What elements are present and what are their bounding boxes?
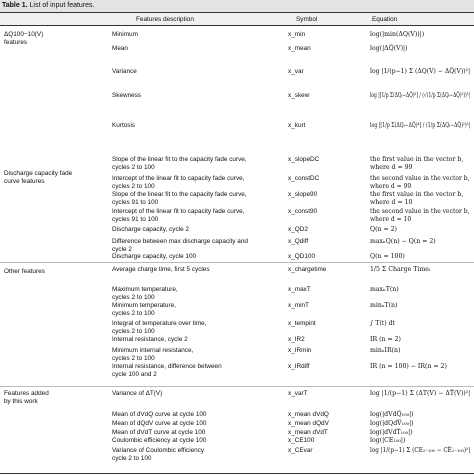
row-equation: log(|dVdQ̅₁₀₀|) [370,411,414,418]
caption-text: List of input features. [29,2,95,9]
row-symbol: x_constDC [288,175,320,182]
row-equation: log(|ΔQ̅(V)|) [370,45,408,52]
row-description: Internal resistance, difference between cycle 100 and 2 [112,363,222,378]
separator-other [0,262,474,263]
separator-added [0,386,474,387]
row-equation: the second value in the vector b, where d = 99 [370,175,470,190]
row-equation: the second value in the vector b, where d = 10 [370,208,470,223]
row-equation: maxₙQ(n) − Q(n = 2) [370,238,436,245]
table-bottom-rule [0,473,474,474]
row-description: Mean [112,45,128,52]
row-symbol: x_mean dVdT [288,429,328,436]
row-symbol: x_Qdiff [288,238,309,245]
row-description: Maximum temperature, cycles 2 to 100 [112,286,178,301]
row-symbol: x_QD2 [288,226,308,233]
row-description: Mean of dQdV curve at cycle 100 [112,420,207,427]
row-description: Coulombic efficiency at cycle 100 [112,437,207,444]
row-equation: IR (n = 2) [370,336,401,343]
table-caption [0,0,474,12]
row-symbol: x_min [288,31,306,38]
row-description: Discharge capacity, cycle 100 [112,253,197,260]
header-symbol: Symbol [296,16,318,23]
row-description: Minimum [112,31,138,38]
row-symbol: x_const90 [288,208,318,215]
row-symbol: x_var [288,68,304,75]
group-delta-q: ΔQ100−10(V) features [4,31,44,46]
row-description: Mean of dVdQ curve at cycle 100 [112,411,207,418]
row-description: Variance of Coulombic efficiency cycle 2 to 100 [112,447,205,462]
row-description: Intercept of the linear fit to capacity fade curve, cycles 2 to 100 [112,175,245,190]
row-equation: log |1/(p−1) Σ (ΔT(V) − ΔT̅(V))²| [370,390,471,397]
row-description: Slope of the linear fit to the capacity fade curve, cycles 91 to 100 [112,191,247,206]
row-symbol: x_skew [288,92,310,99]
row-equation: log(|CE₁₀₀|) [370,437,406,444]
row-symbol: x_slopeDC [288,156,320,163]
row-symbol: x_mean [288,45,311,52]
row-description: Kurtosis [112,122,136,129]
row-equation: log |1/(p−1) Σ (CE₂₋₁₀₀ − CE̅₂₋₁₀₀)²| [370,447,471,454]
group-added: Features added by this work [4,390,49,405]
row-description: Difference between max discharge capacity and cycle 2 [112,238,248,253]
row-description: Slope of the linear fit to the capacity fade curve, cycles 2 to 100 [112,156,247,171]
row-symbol: x_kurt [288,122,306,129]
row-equation: maxₙT(n) [370,286,399,293]
row-equation: Q(n = 2) [370,226,397,233]
row-equation: log(|dQdV̅₁₀₀|) [370,420,414,427]
header-equation: Equation [372,16,398,23]
row-equation: IR (n = 100) − IR(n = 2) [370,363,447,370]
row-symbol: x_chargetime [288,266,327,273]
row-equation: minₙT(n) [370,302,398,309]
row-symbol: x_CEvar [288,447,313,454]
row-description: Skewness [112,92,142,99]
row-equation: 1/5 Σ Charge Timeᵢ [370,266,431,273]
group-discharge: Discharge capacity fade curve features [4,170,73,185]
table-header [0,12,474,26]
row-description: Discharge capacity, cycle 2 [112,226,189,233]
row-symbol: x_IRmin [288,347,312,354]
row-equation: ∫ T(t) dt [370,320,396,327]
row-symbol: x_IR2 [288,336,305,343]
row-description: Intercept of the linear fit to capacity fade curve, cycles 91 to 100 [112,208,245,223]
row-description: Mean of dVdT curve at cycle 100 [112,429,206,436]
row-symbol: x_mean dVdQ [288,411,329,418]
header-features-description: Features description [136,16,194,23]
row-description: Minimum internal resistance, cycles 2 to 100 [112,347,194,362]
row-symbol: x_CE100 [288,437,315,444]
row-symbol: x_minT [288,302,309,309]
row-equation: log |[1/p Σ(ΔQᵢ−ΔQ̅)⁴] / (1/p Σ(ΔQᵢ−ΔQ̅)²)²| [370,122,471,129]
row-description: Integral of temperature over time, cycles 2 to 100 [112,320,207,335]
row-symbol: x_IRdiff [288,363,310,370]
row-symbol: x_varT [288,390,308,397]
row-description: Internal resistance, cycle 2 [112,336,188,343]
row-equation: log |1/(p−1) Σ (ΔQ(V) − ΔQ̅(V))²| [370,68,471,75]
row-description: Minimum temperature, cycles 2 to 100 [112,302,176,317]
row-equation: log(|min(ΔQ(V))|) [370,31,425,38]
row-symbol: x_slope90 [288,191,318,198]
caption-label: Table 1. [2,2,28,9]
row-symbol: x_mean dQdV [288,420,329,427]
row-description: Average charge time, first 5 cycles [112,266,210,273]
row-symbol: x_maxT [288,286,311,293]
row-symbol: x_QD100 [288,253,315,260]
row-equation: Q(n = 100) [370,253,405,260]
row-description: Variance [112,68,137,75]
row-symbol: x_tempint [288,320,316,327]
row-equation: minₙIR(n) [370,347,401,354]
row-equation: the first value in the vector b, where d = 10 [370,191,464,206]
group-other: Other features [4,268,45,275]
row-description: Variance of ΔT(V) [112,390,163,397]
row-equation: the first value in the vector b, where d = 99 [370,156,464,171]
row-equation: log |[1/p Σ(ΔQᵢ−ΔQ̅)³] / (√(1/p Σ(ΔQᵢ−ΔQ̅)²))³| [370,92,471,99]
row-equation: log(|dVdT̅₁₀₀|) [370,429,413,436]
